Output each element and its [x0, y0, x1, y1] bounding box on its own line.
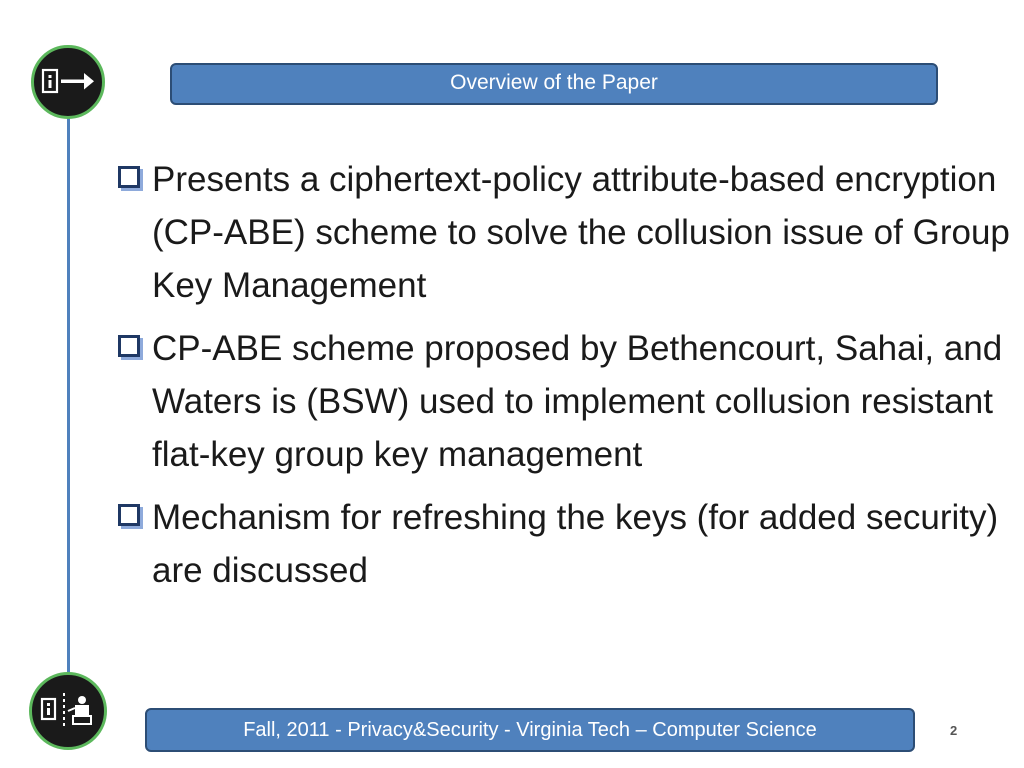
- bullet-text: CP-ABE scheme proposed by Bethencourt, Sahai, and Waters is (BSW) used to implement collusion resistant flat-key group key management: [152, 329, 1003, 474]
- checkbox-bullet-icon: [118, 504, 140, 526]
- bullet-list: [118, 153, 1013, 607]
- page-number: 2: [950, 723, 958, 738]
- bullet-text: Presents a ciphertext-policy attribute-based encryption (CP-ABE) scheme to solve the collusion issue of Group Key Management: [152, 160, 1010, 305]
- bullet-item: [118, 322, 1013, 481]
- slide-title: Overview of the Paper: [170, 63, 938, 105]
- checkbox-bullet-icon: [118, 166, 140, 188]
- bullet-item: [118, 491, 1013, 597]
- document-exit-icon: [31, 45, 105, 119]
- document-guard-icon: [29, 672, 107, 750]
- checkbox-bullet-icon: [118, 335, 140, 357]
- bullet-text: Mechanism for refreshing the keys (for added security) are discussed: [152, 498, 999, 590]
- footer-bar: Fall, 2011 - Privacy&Security - Virginia Tech – Computer Science: [145, 708, 915, 752]
- bullet-item: [118, 153, 1013, 312]
- timeline-line: [67, 118, 70, 678]
